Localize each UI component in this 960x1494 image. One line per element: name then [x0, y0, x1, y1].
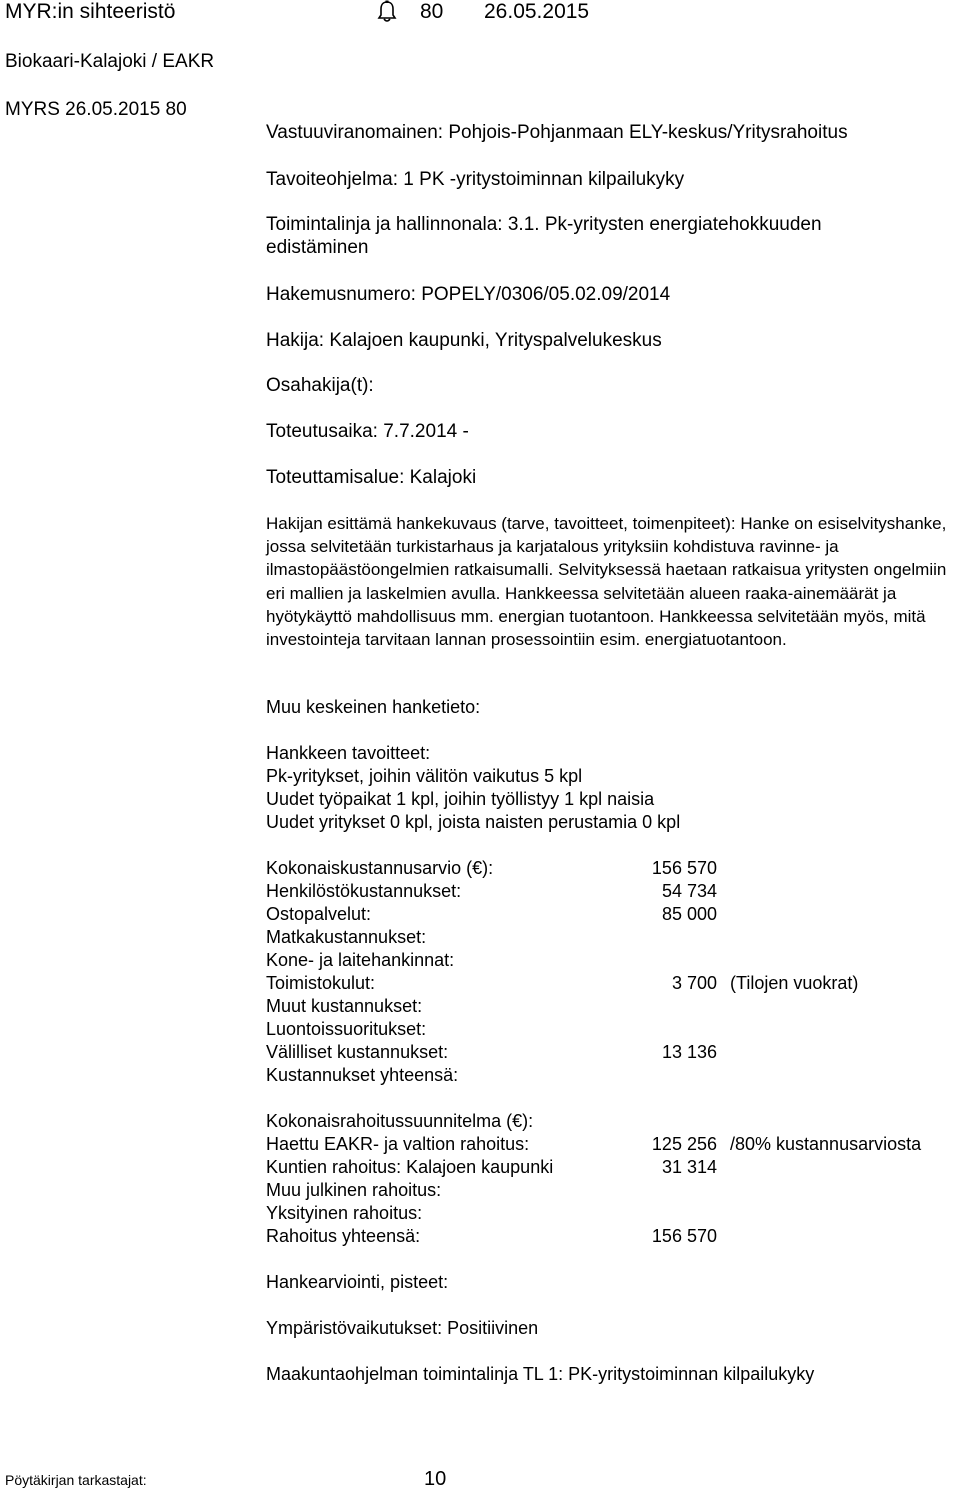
funding-row: [266, 1179, 441, 1201]
funding-note: /80% kustannusarviosta: [730, 1134, 922, 1154]
funding-row: [266, 1225, 420, 1247]
budget-label: Kone- ja laitehankinnat:: [266, 950, 455, 970]
budget-row: [266, 926, 426, 948]
budget-note: (Tilojen vuokrat): [730, 973, 859, 993]
maakuntaohjelma: Maakuntaohjelman toimintalinja TL 1: PK-yritystoiminnan kilpailukyky: [266, 1364, 815, 1384]
budget-label: Välilliset kustannukset:: [266, 1042, 449, 1062]
funding-row: [266, 1202, 422, 1224]
budget-row: [266, 1041, 448, 1063]
funding-label: Haettu EAKR- ja valtion rahoitus:: [266, 1134, 530, 1154]
footer-label: Pöytäkirjan tarkastajat:: [5, 1472, 147, 1488]
vastuuviranomainen: Vastuuviranomainen: Pohjois-Pohjanmaan ELY-keskus/Yritysrahoitus: [266, 122, 848, 143]
budget-value: 3 700: [671, 973, 717, 993]
budget-label: Ostopalvelut:: [266, 904, 372, 924]
budget-row: [266, 903, 371, 925]
hakemusnumero: Hakemusnumero: POPELY/0306/05.02.09/2014: [266, 284, 671, 305]
hakija: Hakija: Kalajoen kaupunki, Yrityspalvelukeskus: [266, 330, 662, 351]
hankearviointi: Hankearviointi, pisteet:: [266, 1272, 449, 1292]
toteuttamisalue: Toteuttamisalue: Kalajoki: [266, 467, 477, 488]
osahakija: Osahakija(t):: [266, 375, 374, 396]
project-title: Biokaari-Kalajoki / EAKR: [5, 51, 215, 72]
budget-row: [266, 1018, 426, 1040]
muu-keskeinen-heading: Muu keskeinen hanketieto:: [266, 697, 481, 717]
reference-line: MYRS 26.05.2015 80: [5, 99, 187, 120]
funding-label: Rahoitus yhteensä:: [266, 1226, 421, 1246]
budget-label: Matkakustannukset:: [266, 927, 427, 947]
budget-row: [266, 972, 375, 994]
budget-label: Henkilöstökustannukset:: [266, 881, 462, 901]
budget-row: [266, 880, 461, 902]
budget-value: 13 136: [661, 1042, 717, 1062]
budget-row: [266, 949, 454, 971]
funding-value: 31 314: [661, 1157, 717, 1177]
meeting-date: 26.05.2015: [484, 0, 590, 23]
meeting-number: 80: [420, 0, 444, 23]
budget-value: 156 570: [651, 858, 717, 878]
budget-label: Kokonaiskustannusarvio (€):: [266, 858, 494, 878]
budget-label: Muut kustannukset:: [266, 996, 423, 1016]
document-header-title: MYR:in sihteeristö: [5, 0, 176, 23]
toimintalinja-line-1: Toimintalinja ja hallinnonala: 3.1. Pk-yritysten energiatehokkuuden: [266, 214, 822, 235]
goal-item: Pk-yritykset, joihin välitön vaikutus 5 kpl: [266, 766, 583, 786]
budget-row: [266, 995, 422, 1017]
funding-row: [266, 1156, 553, 1178]
budget-value: 54 734: [661, 881, 717, 901]
bell-icon: [377, 0, 397, 24]
funding-row: [266, 1133, 529, 1155]
tavoiteohjelma: Tavoiteohjelma: 1 PK -yritystoiminnan kilpailukyky: [266, 169, 685, 190]
funding-label: Kuntien rahoitus: Kalajoen kaupunki: [266, 1157, 554, 1177]
toimintalinja-line-2: edistäminen: [266, 237, 369, 258]
ymparistovaikutukset: Ympäristövaikutukset: Positiivinen: [266, 1318, 539, 1338]
goal-item: Uudet työpaikat 1 kpl, joihin työllistyy 1 kpl naisia: [266, 789, 655, 809]
project-description: Hakijan esittämä hankekuvaus (tarve, tavoitteet, toimenpiteet): Hanke on esiselvityshanke, jossa selvitetään turkistarhaus ja karjatalous yrityksiin kohdistuva ravinne- ja ilmastopäästöongelmien ratkaisumalli. Selvityksessä haetaan ratkaisua yritysten ongelmiin eri mallien ja laskelmien avulla. Hankkeessa selvitetään alueen raaka-ainemäärät ja hyötykäyttö mahdollisuus mm. energian tuotantoon. Hankkeessa selvitetään myös, mitä investointeja tarvitaan lannan prosessointiin esim. energiatuotantoon.: [266, 514, 947, 650]
goals-heading: Hankkeen tavoitteet:: [266, 743, 431, 763]
funding-label: Muu julkinen rahoitus:: [266, 1180, 442, 1200]
funding-value: 125 256: [651, 1134, 717, 1154]
budget-label: Kustannukset yhteensä:: [266, 1065, 459, 1085]
toteutusaika: Toteutusaika: 7.7.2014 -: [266, 421, 469, 442]
funding-label: Yksityinen rahoitus:: [266, 1203, 423, 1223]
funding-label: Kokonaisrahoitussuunnitelma (€):: [266, 1111, 534, 1131]
budget-row: [266, 1064, 458, 1086]
funding-row: [266, 1110, 533, 1132]
funding-value: 156 570: [651, 1226, 717, 1246]
budget-row: [266, 857, 493, 879]
budget-label: Luontoissuoritukset:: [266, 1019, 427, 1039]
goal-item: Uudet yritykset 0 kpl, joista naisten perustamia 0 kpl: [266, 812, 681, 832]
page-number: 10: [424, 1468, 447, 1490]
budget-label: Toimistokulut:: [266, 973, 376, 993]
budget-value: 85 000: [661, 904, 717, 924]
